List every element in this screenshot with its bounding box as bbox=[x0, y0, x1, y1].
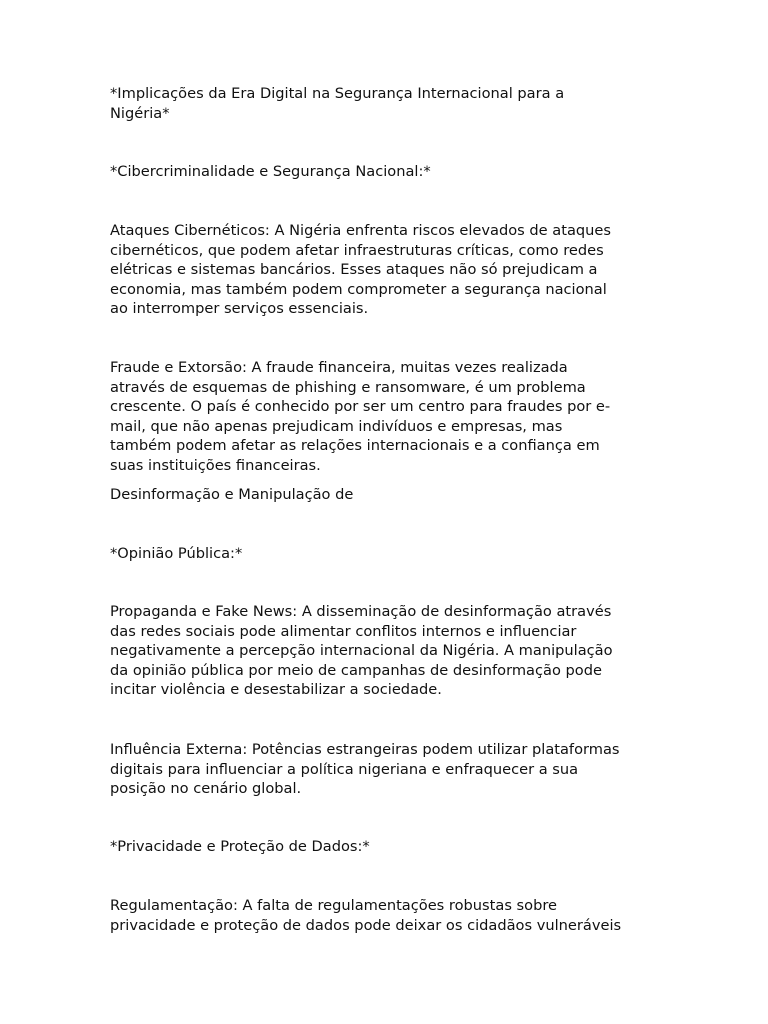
section-heading-cibercriminalidade: *Cibercriminalidade e Segurança Nacional:* bbox=[110, 163, 431, 180]
paragraph-regulamentacao: Regulamentação: A falta de regulamentações robustas sobre privacidade e proteção de dados pode deixar os cidadãos vulneráveis bbox=[110, 897, 622, 934]
paragraph-influencia-externa: Influência Externa: Potências estrangeiras podem utilizar plataformas digitais para influenciar a política nigeriana e enfraquecer a sua posição no cenário global. bbox=[110, 741, 620, 798]
paragraph-propaganda-fake-news: Propaganda e Fake News: A disseminação de desinformação através das redes sociais pode alimentar conflitos internos e influenciar negativamente a percepção internacional da Nigéria. A manipulação da opinião pública por meio de campanhas de desinformação pode incitar violência e desestabilizar a sociedade. bbox=[110, 603, 613, 699]
section-heading-opiniao-publica: *Opinião Pública:* bbox=[110, 545, 243, 562]
paragraph-fraude-extorsao: Fraude e Extorsão: A fraude financeira, muitas vezes realizada através de esquemas de phishing e ransomware, é um problema crescente. O país é conhecido por ser um centro para fraudes por e- mail, que não apenas prejudicam indivíduos e empresas, mas também podem afetar as relações internacionais e a confiança em suas instituições financeiras. bbox=[110, 359, 611, 474]
paragraph-desinformacao: Desinformação e Manipulação de bbox=[110, 486, 354, 503]
document-title: *Implicações da Era Digital na Segurança Internacional para a Nigéria* bbox=[110, 85, 565, 122]
paragraph-ataques-ciberneticos: Ataques Cibernéticos: A Nigéria enfrenta riscos elevados de ataques cibernéticos, que podem afetar infraestruturas críticas, como redes elétricas e sistemas bancários. Esses ataques não só prejudicam a economia, mas também podem comprometer a segurança nacional ao interromper serviços essenciais. bbox=[110, 222, 611, 318]
section-heading-privacidade: *Privacidade e Proteção de Dados:* bbox=[110, 838, 370, 855]
